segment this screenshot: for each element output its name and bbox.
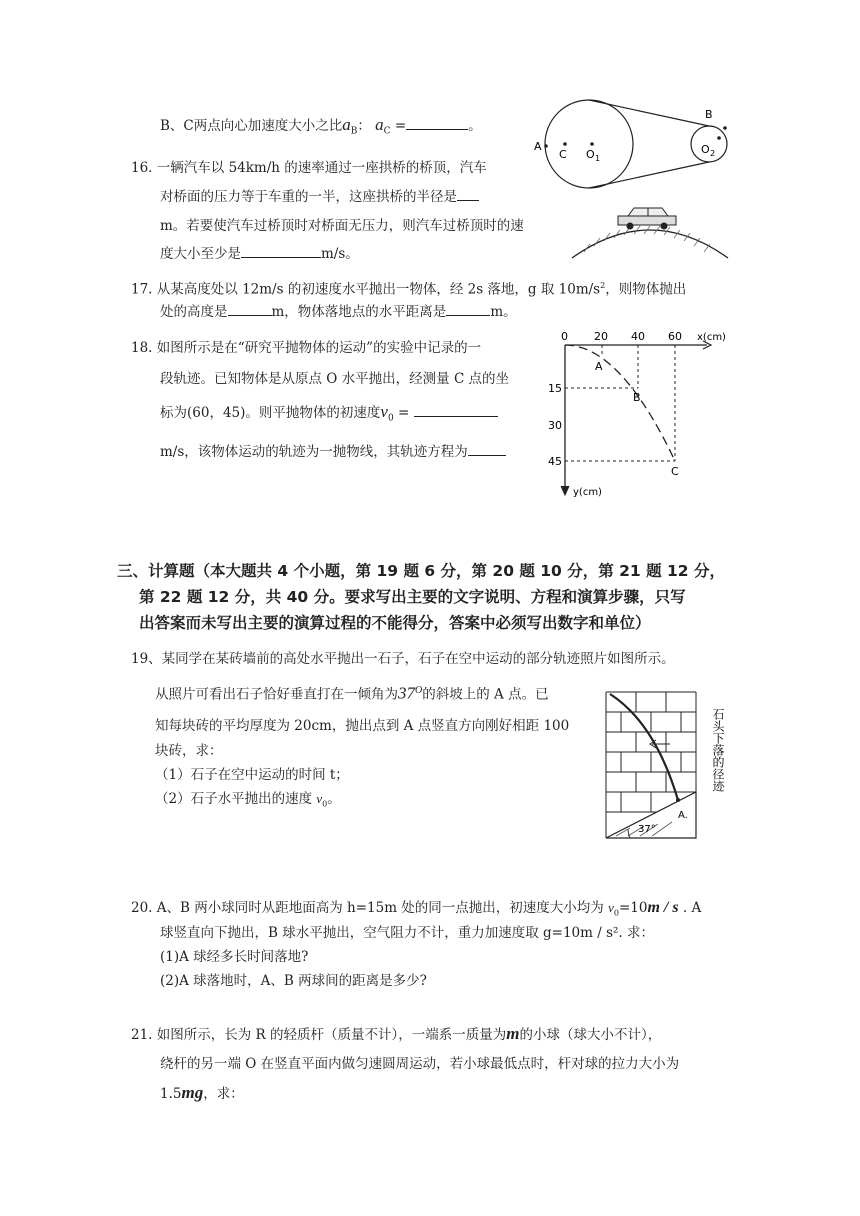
svg-text:15: 15 [548,382,562,395]
label-C: C [559,148,567,161]
q15-answer-blank[interactable] [406,116,468,130]
q17-height-blank[interactable] [228,302,272,316]
svg-text:1: 1 [595,154,601,163]
svg-text:y(cm): y(cm) [573,487,602,498]
arch-bridge-figure [570,202,730,260]
svg-text:C: C [671,465,679,478]
svg-text:x(cm): x(cm) [697,332,726,343]
svg-text:20: 20 [594,330,608,343]
label-O1: O [586,148,595,161]
q16-speed-blank[interactable] [241,244,321,258]
label-O2: O [701,143,710,156]
svg-text:45: 45 [548,455,562,468]
pulley-figure [525,98,730,190]
brick-wall-figure [600,688,735,846]
trajectory-label: 石头下落的径迹 [711,708,725,792]
svg-text:0: 0 [561,330,568,343]
svg-text:2: 2 [710,149,716,158]
section-3-heading: 三、计算题（本大题共 4 个小题，第 19 题 6 分，第 20 题 10 分，第 21 题 12 分， [117,562,725,580]
car-icon [618,208,676,230]
q15-line: B、C两点向心加速度大小之比$a_B$： $a_C$ = 。 [160,115,482,137]
q17-distance-blank[interactable] [446,302,490,316]
q18-v0-blank[interactable] [414,403,498,417]
trajectory-figure [545,328,735,503]
svg-text:60: 60 [668,330,682,343]
svg-text:A.: A. [678,810,688,821]
q16-radius-blank[interactable] [457,187,479,201]
svg-text:37°: 37° [638,824,656,835]
svg-text:30: 30 [548,419,562,432]
label-A: A [534,140,542,153]
svg-text:A: A [595,360,603,373]
svg-text:40: 40 [631,330,645,343]
q18-equation-blank[interactable] [468,442,506,456]
label-B: B [705,108,713,121]
svg-text:B: B [633,391,641,404]
